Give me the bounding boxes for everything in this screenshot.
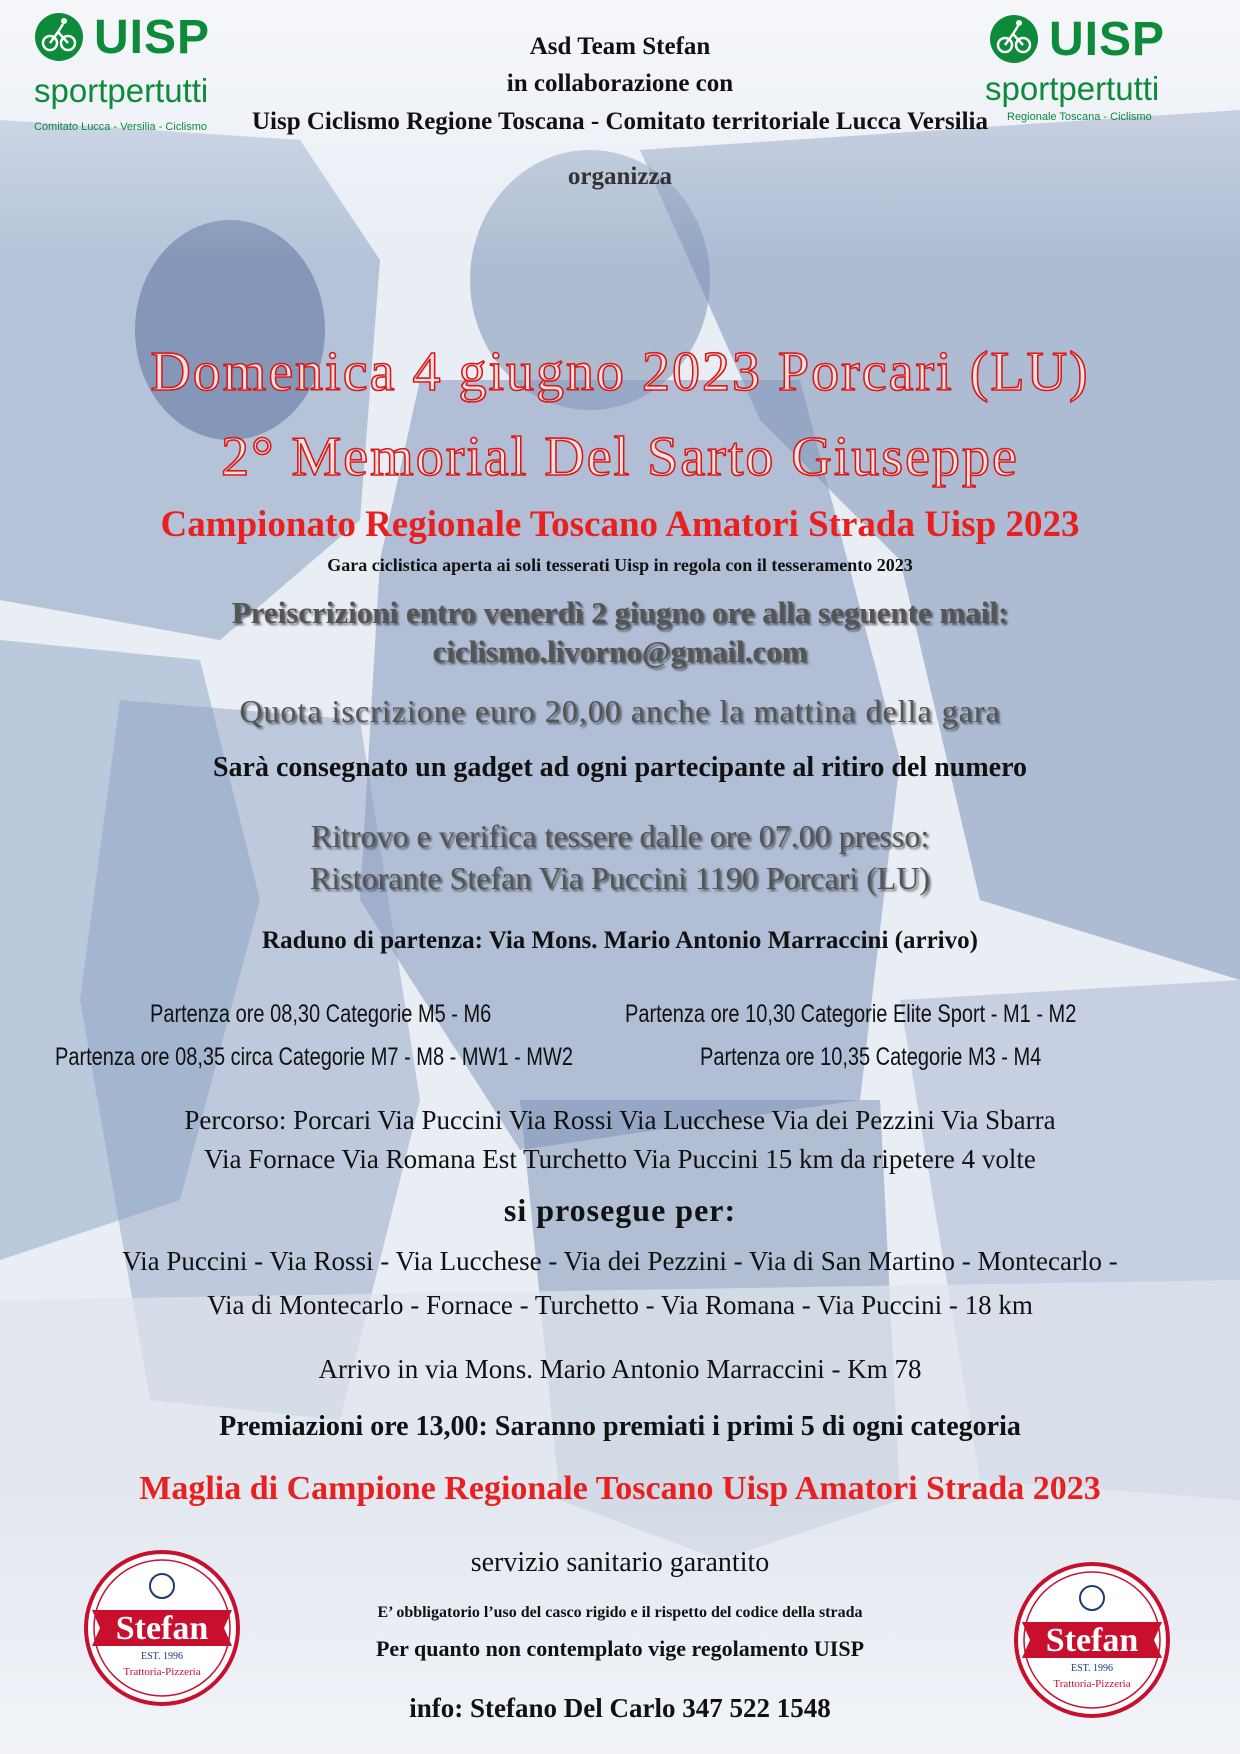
- meeting-place: Ristorante Stefan Via Puccini 1190 Porcari (LU): [309, 860, 931, 896]
- route-line-1: Percorso: Porcari Via Puccini Via Rossi Via Lucchese Via dei Pezzini Via Sbarra: [184, 1105, 1056, 1135]
- logo-brand: UISP: [1049, 13, 1166, 66]
- stefan-est: EST. 1996: [1070, 1663, 1114, 1674]
- logo-tagline: sportpertutti: [985, 70, 1160, 107]
- route-continues: si prosegue per:: [503, 1192, 737, 1228]
- health-service: servizio sanitario garantito: [470, 1547, 770, 1578]
- collaboration-line: in collaborazione con: [506, 70, 734, 97]
- stefan-est: EST. 1996: [140, 1651, 184, 1662]
- start-point: Raduno di partenza: Via Mons. Mario Antonio Marraccini (arrivo): [262, 927, 978, 954]
- logo-subtitle: Comitato Lucca - Versilia - Ciclismo: [34, 121, 207, 133]
- helmet-rule: E’ obbligatorio l’uso del casco rigido e il rispetto del codice della strada: [377, 1604, 863, 1621]
- start-time-m3-m4: Partenza ore 10,35 Categorie M3 - M4: [700, 1043, 1042, 1071]
- stefan-kind: Trattoria-Pizzeria: [1053, 1678, 1131, 1690]
- event-date-title: Domenica 4 giugno 2023 Porcari (LU): [150, 341, 1090, 403]
- stefan-name: Stefan: [1045, 1622, 1139, 1659]
- start-time-elite: Partenza ore 10,30 Categorie Elite Sport - M1 - M2: [625, 1000, 1077, 1028]
- registration-email: ciclismo.livorno@gmail.com: [432, 634, 808, 669]
- preregistration-line: Preiscrizioni entro venerdì 2 giugno ore alla seguente mail:: [231, 595, 1009, 630]
- stefan-kind: Trattoria-Pizzeria: [123, 1666, 201, 1678]
- uisp-logo-right: [985, 12, 1215, 122]
- championship-title: Campionato Regionale Toscano Amatori Strada Uisp 2023: [160, 504, 1080, 545]
- organizza-label: organizza: [567, 163, 673, 190]
- awards-line: Premiazioni ore 13,00: Saranno premiati i primi 5 di ogni categoria: [219, 1411, 1021, 1442]
- arrival-line: Arrivo in via Mons. Mario Antonio Marraccini - Km 78: [318, 1354, 922, 1384]
- organizer-name: Asd Team Stefan: [529, 33, 711, 60]
- start-time-m5-m6: Partenza ore 08,30 Categorie M5 - M6: [150, 1000, 492, 1028]
- start-time-m7-m8: Partenza ore 08,35 circa Categorie M7 - M8 - MW1 - MW2: [55, 1043, 573, 1071]
- logo-brand: UISP: [94, 11, 211, 64]
- route-line-3: Via Puccini - Via Rossi - Via Lucchese - Via dei Pezzini - Via di San Martino - Montecarlo -: [122, 1246, 1118, 1276]
- regulation-note: Per quanto non contemplato vige regolamento UISP: [375, 1636, 865, 1661]
- memorial-title: 2° Memorial Del Sarto Giuseppe: [221, 426, 1019, 488]
- route-line-2: Via Fornace Via Romana Est Turchetto Via Puccini 15 km da ripetere 4 volte: [204, 1144, 1036, 1174]
- logo-tagline: sportpertutti: [34, 72, 209, 109]
- stefan-logo-left: [82, 1548, 242, 1708]
- stefan-name: Stefan: [115, 1610, 209, 1647]
- stefan-logo-right: [1012, 1560, 1172, 1720]
- contact-info: info: Stefano Del Carlo 347 522 1548: [409, 1693, 831, 1723]
- eligibility-note: Gara ciclistica aperta ai soli tesserati Uisp in regola con il tesseramento 2023: [327, 555, 913, 575]
- meeting-time: Ritrovo e verifica tessere dalle ore 07.00 presso:: [310, 818, 930, 854]
- gadget-note: Sarà consegnato un gadget ad ogni partecipante al ritiro del numero: [212, 752, 1028, 783]
- committee-line: Uisp Ciclismo Regione Toscana - Comitato territoriale Lucca Versilia: [251, 108, 989, 135]
- logo-subtitle: Regionale Toscana - Ciclismo: [1007, 111, 1152, 123]
- registration-fee: Quota iscrizione euro 20,00 anche la mattina della gara: [239, 693, 1001, 729]
- jersey-title: Maglia di Campione Regionale Toscano Uisp Amatori Strada 2023: [139, 1470, 1101, 1507]
- route-line-4: Via di Montecarlo - Fornace - Turchetto - Via Romana - Via Puccini - 18 km: [207, 1290, 1033, 1320]
